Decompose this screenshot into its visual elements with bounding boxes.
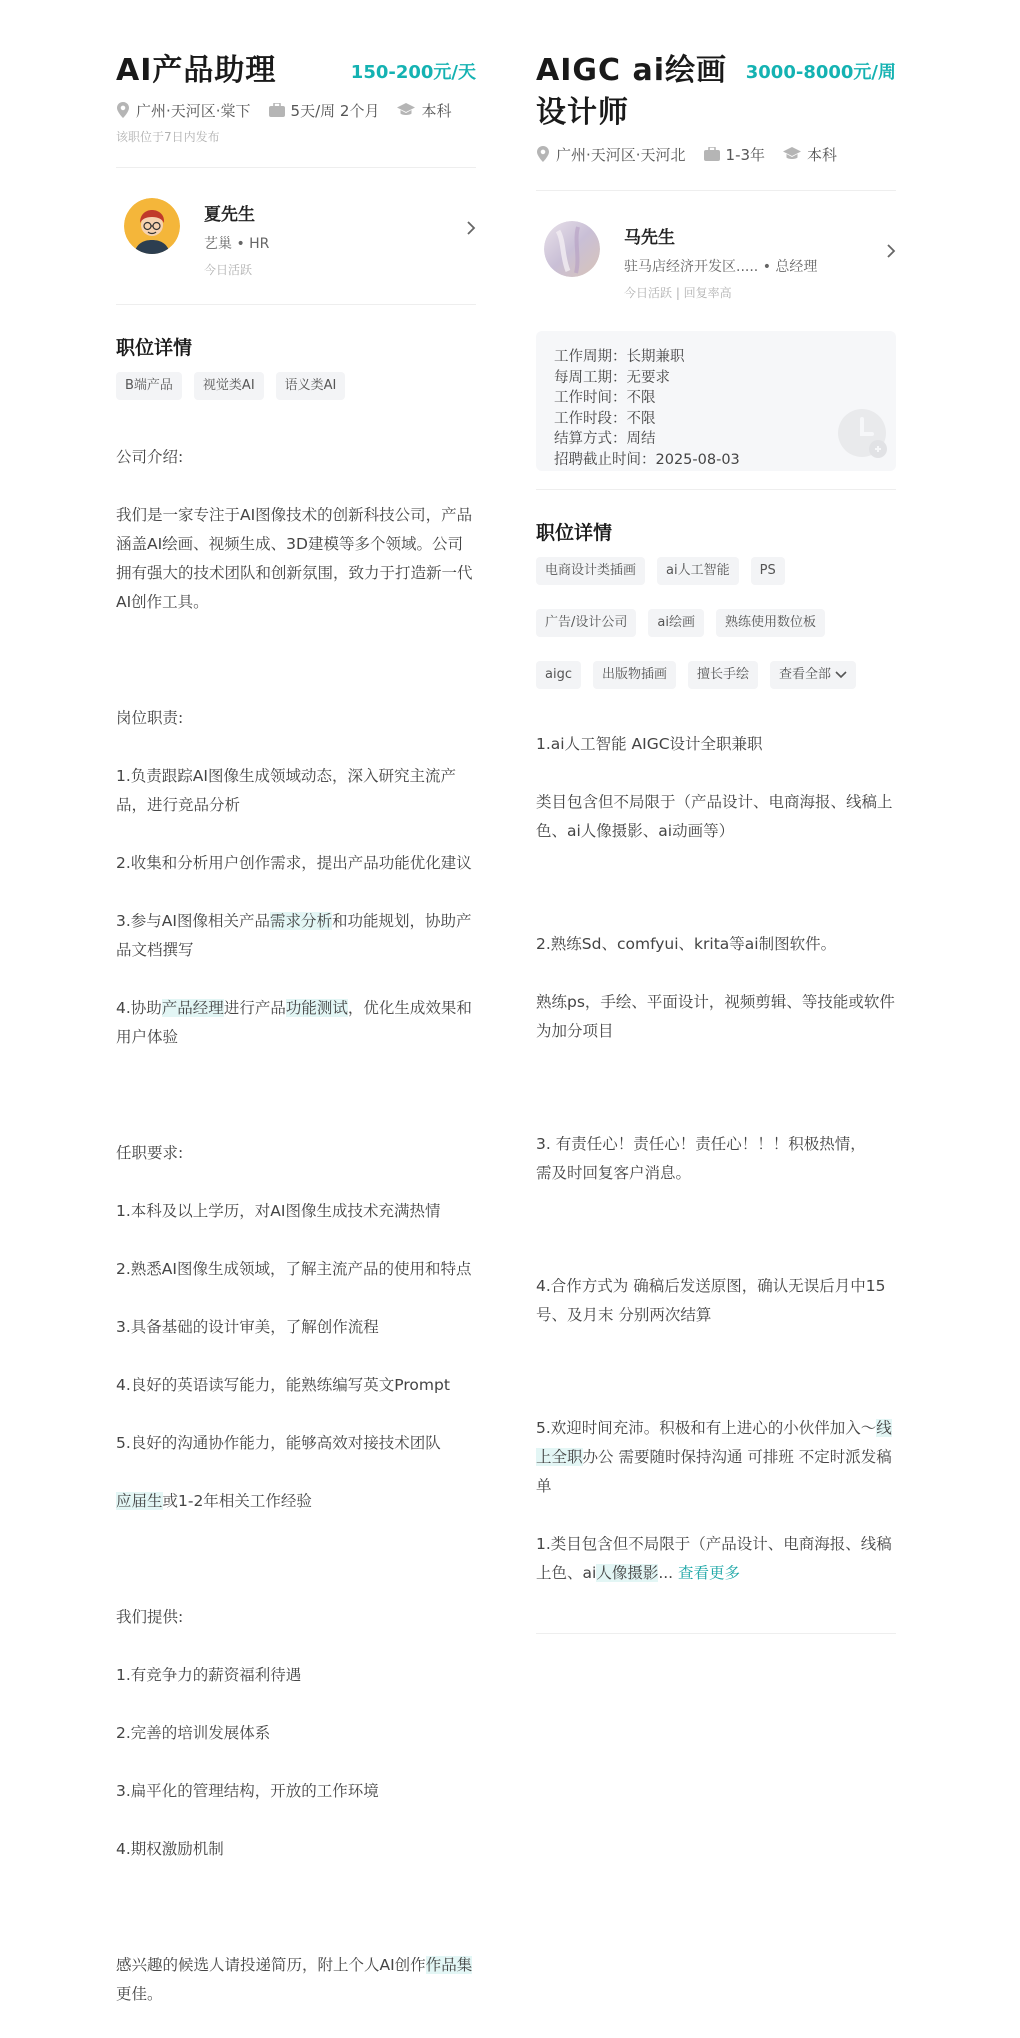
- desc-line: [536, 1530, 896, 1588]
- req-item: [116, 1487, 476, 1516]
- text-span: 4.协助: [116, 999, 162, 1017]
- req-item: 5.良好的沟通协作能力，能够高效对接技术团队: [116, 1434, 441, 1452]
- tag[interactable]: 擅长手绘: [688, 661, 758, 689]
- desc-line: 2.熟练Sd、comfyui、krita等ai制图软件。: [536, 935, 837, 953]
- req-item: 3.具备基础的设计审美，了解创作流程: [116, 1318, 379, 1336]
- duty-item: [116, 994, 476, 1052]
- avatar: [544, 221, 600, 277]
- req-item: 1.本科及以上学历，对AI图像生成技术充满热情: [116, 1202, 441, 1220]
- recruiter-active: 今日活跃 | 回复率高: [624, 286, 732, 300]
- job-title: AI产品助理: [116, 53, 277, 88]
- tag-list: [116, 372, 476, 400]
- avatar-photo: [544, 221, 600, 277]
- condition-line: 工作时间：不限: [554, 390, 656, 407]
- keyword-highlight[interactable]: 需求分析: [269, 912, 332, 930]
- schedule-text: 5天/周 2个月: [290, 101, 380, 120]
- job-title-line1: AIGC ai绘画: [536, 53, 727, 88]
- tag[interactable]: 电商设计类插画: [536, 557, 645, 585]
- meta-experience: [704, 144, 766, 165]
- req-title: 任职要求:: [116, 1144, 184, 1162]
- section-title: 职位详情: [536, 522, 613, 544]
- duty-title: 岗位职责:: [116, 709, 184, 727]
- meta-education: [397, 100, 451, 121]
- tag[interactable]: 视觉类AI: [194, 372, 264, 400]
- section-title: 职位详情: [116, 337, 193, 359]
- keyword-highlight[interactable]: 功能测试: [285, 999, 348, 1017]
- text-span: 办公 需要随时保持沟通 可排班 不定时派发稿单: [536, 1448, 892, 1495]
- tag[interactable]: ai绘画: [648, 609, 704, 637]
- desc-line: 4.合作方式为 确稿后发送原图，确认无误后月中15号、及月末 分别两次结算: [536, 1277, 886, 1324]
- keyword-highlight[interactable]: 人像摄影: [596, 1564, 659, 1582]
- condition-line: 招聘截止时间：2025-08-03: [554, 451, 740, 468]
- divider: [116, 304, 476, 305]
- meta-location: [116, 100, 251, 121]
- view-all-label: 查看全部: [779, 667, 832, 682]
- title-row: [116, 50, 476, 92]
- tag[interactable]: B端产品: [116, 372, 182, 400]
- salary: 150-200元/天: [350, 62, 476, 83]
- posted-date: 该职位于7日内发布: [116, 130, 220, 144]
- location-text: 广州·天河区·天河北: [556, 145, 686, 164]
- text-span: 进行产品: [223, 999, 286, 1017]
- education-text: 本科: [807, 145, 838, 164]
- text-span: 更佳。: [116, 1985, 163, 2003]
- text-span: 或1-2年相关工作经验: [162, 1492, 312, 1510]
- desc-line: 熟练ps，手绘、平面设计，视频剪辑、等技能或软件为加分项目: [536, 993, 895, 1040]
- text-span: 3.参与AI图像相关产品: [116, 912, 270, 930]
- text-span: 5.欢迎时间充沛。积极和有上进心的小伙伴加入～: [536, 1419, 877, 1437]
- keyword-highlight[interactable]: 产品经理: [161, 999, 224, 1017]
- closing-text: [116, 1951, 476, 2009]
- text-span: 感兴趣的候选人请投递简历，附上个人AI创作: [116, 1956, 426, 1974]
- tag[interactable]: 熟练使用数位板: [716, 609, 825, 637]
- divider: [536, 489, 896, 490]
- tag[interactable]: 出版物插画: [593, 661, 676, 689]
- keyword-highlight[interactable]: 应届生: [116, 1492, 163, 1510]
- avatar-illustration: [124, 198, 180, 254]
- tag[interactable]: 语义类AI: [276, 372, 346, 400]
- duty-item: 2.收集和分析用户创作需求，提出产品功能优化建议: [116, 854, 472, 872]
- education-icon: [397, 103, 415, 117]
- tag[interactable]: ai人工智能: [657, 557, 739, 585]
- recruiter-active: 今日活跃: [204, 263, 253, 277]
- tag[interactable]: aigc: [536, 661, 581, 689]
- offer-item: 4.期权激励机制: [116, 1840, 224, 1858]
- offer-title: 我们提供:: [116, 1608, 184, 1626]
- location-icon: [116, 102, 130, 118]
- avatar: [124, 198, 180, 254]
- tag[interactable]: 广告/设计公司: [536, 609, 636, 637]
- intro-text: 我们是一家专注于AI图像技术的创新科技公司，产品涵盖AI绘画、视频生成、3D建模等多个领域。公司拥有强大的技术团队和创新氛围，致力于打造新一代AI创作工具。: [116, 506, 473, 611]
- recruiter-info: [204, 198, 269, 278]
- location-icon: [536, 146, 550, 162]
- recruiter-company: 驻马店经济开发区..... • 总经理: [624, 259, 818, 275]
- job-meta: [116, 98, 476, 122]
- clock-icon: [836, 405, 892, 461]
- desc-line: 3. 有责任心！责任心！责任心！！！积极热情， 需及时回复客户消息。: [536, 1135, 866, 1182]
- offer-item: 3.扁平化的管理结构，开放的工作环境: [116, 1782, 379, 1800]
- job-description: [116, 414, 476, 2038]
- job-meta: [536, 142, 896, 166]
- job-description: [536, 701, 896, 1617]
- briefcase-icon: [269, 103, 285, 117]
- offer-item: 2.完善的培训发展体系: [116, 1724, 271, 1742]
- meta-education: [783, 144, 837, 165]
- title-row: [536, 50, 896, 134]
- divider: [536, 190, 896, 191]
- divider: [536, 1633, 896, 1634]
- recruiter-name: 马先生: [624, 228, 675, 248]
- keyword-highlight[interactable]: 作品集: [425, 1956, 473, 1974]
- chevron-right-icon[interactable]: [886, 243, 896, 259]
- condition-line: 每周工期：无要求: [554, 369, 670, 386]
- recruiter-card[interactable]: [116, 198, 476, 278]
- job-card-left: [116, 0, 476, 2038]
- text-span: ...: [658, 1564, 674, 1582]
- work-conditions: [536, 331, 896, 471]
- req-item: 2.熟悉AI图像生成领域，了解主流产品的使用和特点: [116, 1260, 472, 1278]
- job-card-right: [536, 0, 896, 1634]
- location-text: 广州·天河区·棠下: [136, 101, 251, 120]
- intro-title: 公司介绍:: [116, 448, 184, 466]
- req-item: 4.良好的英语读写能力，能熟练编写英文Prompt: [116, 1376, 450, 1394]
- job-title-line2: 设计师: [536, 95, 629, 130]
- recruiter-info: [624, 221, 817, 301]
- meta-location: [536, 144, 686, 165]
- text-span: 和功能规划，协助产品文档撰写: [116, 912, 472, 959]
- chevron-right-icon[interactable]: [466, 220, 476, 236]
- text-span: 1.类目包含但不局限于（产品设计、电商海报、线稿上色、ai: [536, 1535, 892, 1582]
- briefcase-icon: [704, 147, 720, 161]
- recruiter-card[interactable]: [536, 221, 896, 301]
- tag[interactable]: PS: [751, 557, 785, 585]
- condition-line: 结算方式：周结: [554, 431, 656, 448]
- view-all-tags-button[interactable]: [770, 661, 856, 689]
- condition-line: 工作时段：不限: [554, 410, 656, 427]
- divider: [116, 167, 476, 168]
- recruiter-name: 夏先生: [204, 205, 255, 225]
- desc-line: 1.ai人工智能 AIGC设计全职兼职: [536, 735, 763, 753]
- condition-line: 工作周期：长期兼职: [554, 349, 685, 365]
- desc-line: 类目包含但不局限于（产品设计、电商海报、线稿上色、ai人像摄影、ai动画等）: [536, 793, 893, 840]
- experience-text: 1-3年: [725, 145, 766, 164]
- duty-item: [116, 907, 476, 965]
- education-icon: [783, 147, 801, 161]
- see-more-link[interactable]: 查看更多: [678, 1564, 741, 1582]
- keyword-highlight[interactable]: 线上全职: [536, 1419, 892, 1466]
- tag-list: [536, 557, 896, 689]
- salary: 3000-8000元/周: [745, 62, 896, 83]
- recruiter-company: 艺巢 • HR: [204, 236, 270, 252]
- chevron-down-icon: [835, 671, 847, 679]
- offer-item: 1.有竞争力的薪资福利待遇: [116, 1666, 302, 1684]
- education-text: 本科: [421, 101, 452, 120]
- meta-schedule: [269, 100, 380, 121]
- duty-item: 1.负责跟踪AI图像生成领域动态，深入研究主流产品，进行竞品分析: [116, 767, 456, 814]
- text-span: ，优化生成效果和用户体验: [116, 999, 472, 1046]
- desc-line: [536, 1414, 896, 1501]
